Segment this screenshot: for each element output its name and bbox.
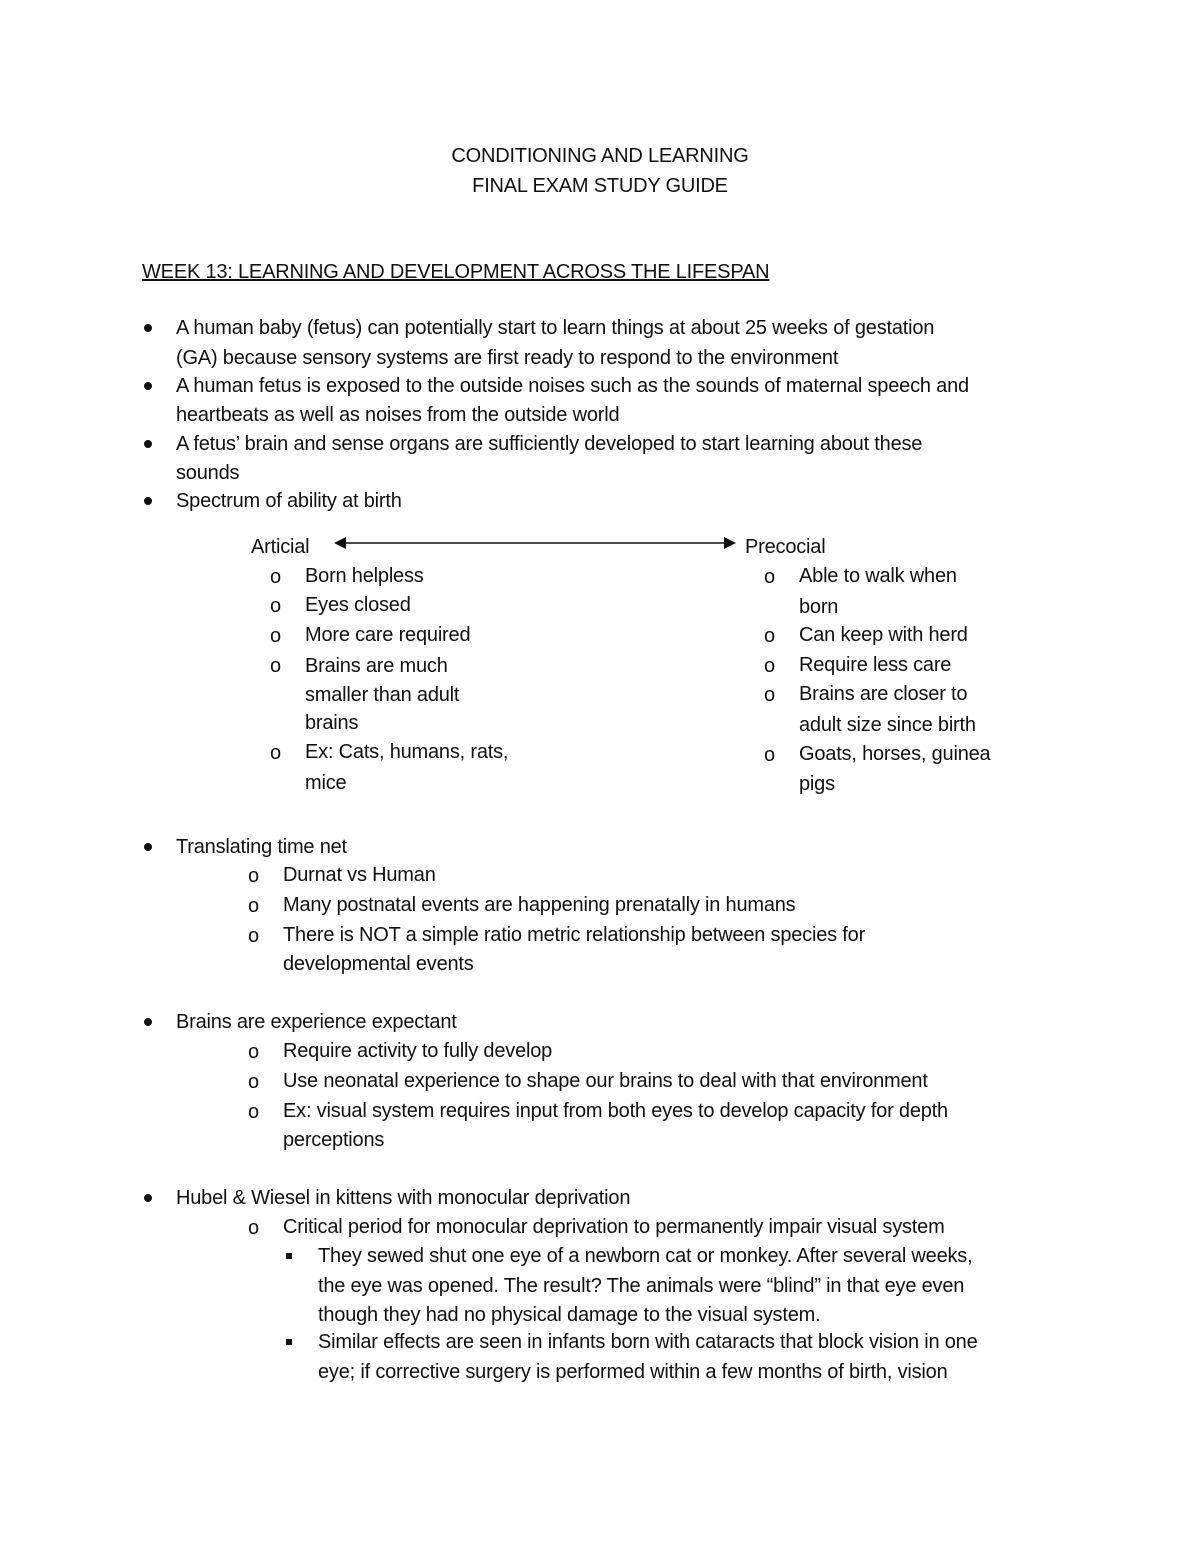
sub-item: Ex: visual system requires input from both eyes to develop capacity for depth <box>283 1100 948 1122</box>
circle-bullet: o <box>248 865 260 887</box>
document-title: CONDITIONING AND LEARNING <box>451 145 749 167</box>
circle-bullet: o <box>248 925 260 947</box>
circle-bullet: o <box>270 655 282 677</box>
sub-item: Many postnatal events are happening prenatally in humans <box>283 894 796 916</box>
bullet-text: A human baby (fetus) can potentially start to learn things at about 25 weeks of gestation <box>176 317 935 339</box>
square-bullet <box>286 1253 292 1259</box>
spectrum-left-item: Ex: Cats, humans, rats, <box>305 741 509 763</box>
detail-item: They sewed shut one eye of a newborn cat or monkey. After several weeks, <box>318 1245 973 1267</box>
detail-item: Similar effects are seen in infants born with cataracts that block vision in one <box>318 1331 978 1353</box>
spectrum-right-item: pigs <box>799 773 835 795</box>
bullet-dot <box>144 382 152 390</box>
spectrum-left-item: Born helpless <box>305 565 424 587</box>
circle-bullet: o <box>248 1071 260 1093</box>
bullet-text: A fetus’ brain and sense organs are sufficiently developed to start learning about these <box>176 433 923 455</box>
spectrum-left-item: mice <box>305 772 347 794</box>
spectrum-right-item: Brains are closer to <box>799 683 968 705</box>
spectrum-left-item: Brains are much <box>305 655 448 677</box>
sub-item: Critical period for monocular deprivation to permanently impair visual system <box>283 1216 945 1238</box>
bullet-text: Hubel & Wiesel in kittens with monocular deprivation <box>176 1187 631 1209</box>
document-subtitle: FINAL EXAM STUDY GUIDE <box>472 175 728 197</box>
spectrum-right-item: Can keep with herd <box>799 624 968 646</box>
circle-bullet: o <box>764 744 776 766</box>
spectrum-right-item: Goats, horses, guinea <box>799 743 991 765</box>
circle-bullet: o <box>248 1217 260 1239</box>
square-bullet <box>286 1339 292 1345</box>
circle-bullet: o <box>764 566 776 588</box>
spectrum-left-item: brains <box>305 712 359 734</box>
circle-bullet: o <box>764 684 776 706</box>
spectrum-right-item: born <box>799 596 839 618</box>
spectrum-right-item: adult size since birth <box>799 714 976 736</box>
detail-item: eye; if corrective surgery is performed within a few months of birth, vision <box>318 1361 948 1383</box>
bullet-text: Brains are experience expectant <box>176 1011 457 1033</box>
detail-item: though they had no physical damage to the visual system. <box>318 1304 821 1326</box>
bullet-dot <box>144 324 152 332</box>
bullet-text: (GA) because sensory systems are first ready to respond to the environment <box>176 347 839 369</box>
circle-bullet: o <box>270 595 282 617</box>
spectrum-left-label: Articial <box>251 536 310 558</box>
section-heading: WEEK 13: LEARNING AND DEVELOPMENT ACROSS THE LIFESPAN <box>142 261 770 283</box>
circle-bullet: o <box>270 742 282 764</box>
bullet-text: A human fetus is exposed to the outside noises such as the sounds of maternal speech and <box>176 375 969 397</box>
spectrum-left-item: smaller than adult <box>305 684 460 706</box>
sub-item: Require activity to fully develop <box>283 1040 553 1062</box>
spectrum-right-item: Require less care <box>799 654 952 676</box>
bullet-dot <box>144 1018 152 1026</box>
spectrum-right-label: Precocial <box>745 536 826 558</box>
spectrum-left-item: More care required <box>305 624 471 646</box>
spectrum-right-item: Able to walk when <box>799 565 957 587</box>
double-arrow-icon <box>334 536 736 550</box>
detail-item: the eye was opened. The result? The animals were “blind” in that eye even <box>318 1275 965 1297</box>
bullet-text: sounds <box>176 462 240 484</box>
circle-bullet: o <box>764 655 776 677</box>
sub-item: There is NOT a simple ratio metric relationship between species for <box>283 924 866 946</box>
circle-bullet: o <box>764 625 776 647</box>
bullet-dot <box>144 440 152 448</box>
bullet-dot <box>144 497 152 505</box>
circle-bullet: o <box>270 625 282 647</box>
sub-item: developmental events <box>283 953 474 975</box>
bullet-text: Translating time net <box>176 836 347 858</box>
spectrum-left-item: Eyes closed <box>305 594 411 616</box>
sub-item: Use neonatal experience to shape our brains to deal with that environment <box>283 1070 928 1092</box>
circle-bullet: o <box>248 1101 260 1123</box>
bullet-text: heartbeats as well as noises from the outside world <box>176 404 620 426</box>
bullet-text: Spectrum of ability at birth <box>176 490 402 512</box>
circle-bullet: o <box>248 1041 260 1063</box>
sub-item: Durnat vs Human <box>283 864 436 886</box>
bullet-dot <box>144 1194 152 1202</box>
circle-bullet: o <box>248 895 260 917</box>
circle-bullet: o <box>270 566 282 588</box>
sub-item: perceptions <box>283 1129 385 1151</box>
bullet-dot <box>144 843 152 851</box>
